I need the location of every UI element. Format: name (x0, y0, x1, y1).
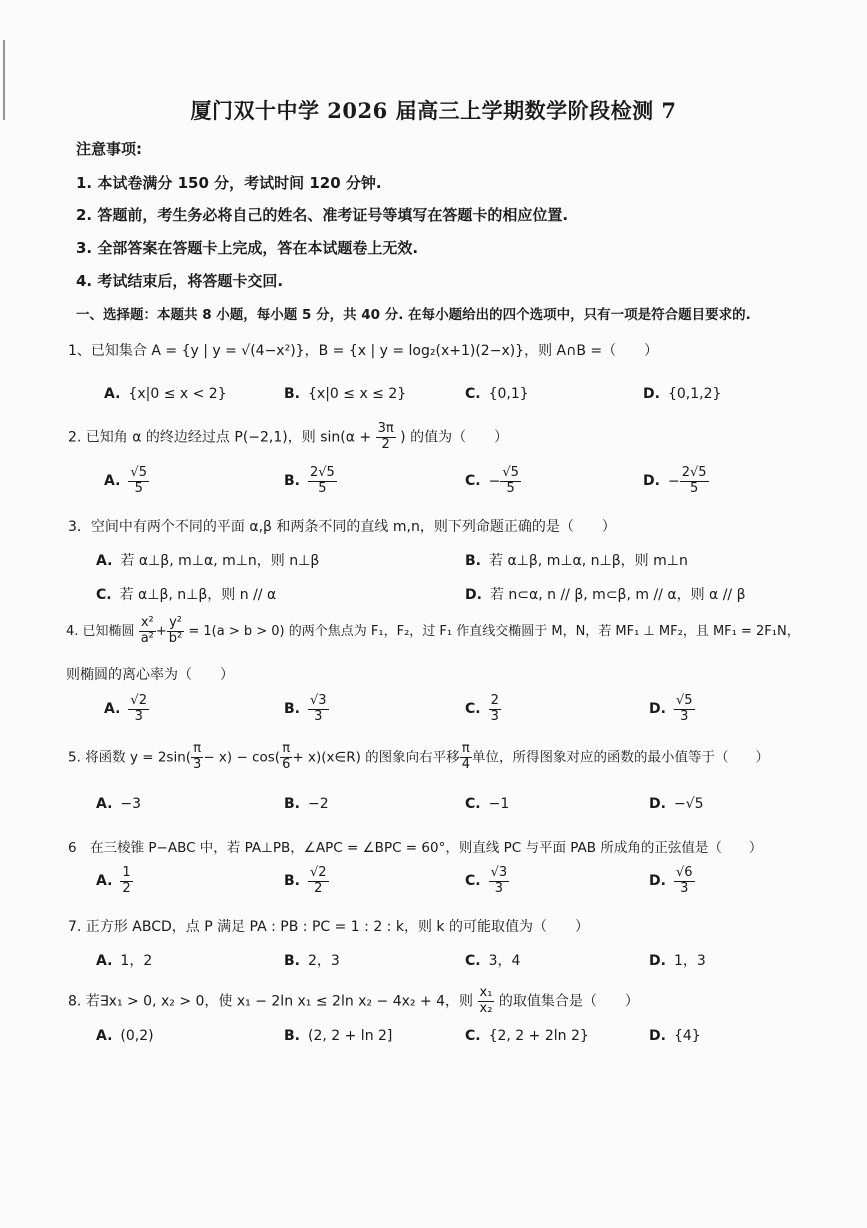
q4-option-a: A. $\frac{√2}{3}$ (104, 693, 147, 724)
q2-option-c: C. − $\frac{√5}{5}$ (465, 465, 519, 496)
q1-option-a: A. {x|0 ≤ x < 2} (104, 386, 227, 402)
question-2-stem: 2. 已知角 α 的终边经过点 P(−2,1)，则 sin(α + $\frac{3\pi}{2}$ ) 的值为（ ） (68, 421, 509, 452)
question-8-stem: 8. 若∃x₁ > 0, x₂ > 0，使 x₁ − 2ln x₁ ≤ 2ln x₂ − 4x₂ + 4，则 $\frac{\text{x₁}}{\text{x₂}}$ 的取值集合是（ ） (68, 985, 639, 1016)
q8-option-b: B. (2, 2 + ln 2] (284, 1028, 393, 1044)
q8-option-d: D. {4} (649, 1028, 701, 1044)
exam-title: 厦门双十中学 2026 届高三上学期数学阶段检测 7 (190, 98, 677, 123)
q3-option-c: C. 若 α⊥β, n⊥β，则 n // α (96, 587, 277, 603)
q1-option-b: B. {x|0 ≤ x ≤ 2} (284, 386, 407, 402)
q1-option-d: D. {0,1,2} (643, 386, 722, 402)
q2-option-a: A. $\frac{√5}{5}$ (104, 465, 147, 496)
question-6-stem: 6 在三棱锥 P−ABC 中，若 PA⊥PB，∠APC = ∠BPC = 60°，则直线 PC 与平面 PAB 所成角的正弦值是（ ） (68, 840, 763, 856)
q7-option-d: D. 1，3 (649, 953, 706, 969)
notice-item: 4. 考试结束后，将答题卡交回. (76, 272, 284, 290)
q6-option-b: B. $\frac{√2}{2}$ (284, 865, 327, 896)
q7-option-a: A. 1，2 (96, 953, 153, 969)
notice-heading: 注意事项: (76, 140, 142, 158)
q4-option-d: D. $\frac{√5}{3}$ (649, 693, 693, 724)
question-4-stem: 4. 已知椭圆 $\frac{\text{x²}}{\text{a²}}$ + $\frac{\text{y²}}{\text{b²}}$ = 1(a > b > 0) 的两个焦点为 F₁，F₂，过 F₁ 作直线交椭圆于 M，N，若 MF₁ ⊥ MF₂，且 MF₁ = 2F₁N， (66, 615, 800, 646)
q7-option-c: C. 3，4 (465, 953, 521, 969)
notice-item: 3. 全部答案在答题卡上完成，答在本试题卷上无效. (76, 239, 419, 257)
question-1-stem: 1、已知集合 A = {y | y = √(4−x²)}，B = {x | y = log₂(x+1)(2−x)}，则 A∩B =（ ） (68, 343, 659, 359)
q5-option-a: A. −3 (96, 796, 142, 812)
q6-option-a: A. $\frac{1}{2}$ (96, 865, 131, 896)
q6-option-d: D. $\frac{√6}{3}$ (649, 865, 693, 896)
question-3-stem: 3．空间中有两个不同的平面 α,β 和两条不同的直线 m,n，则下列命题正确的是（ ） (68, 519, 616, 535)
question-7-stem: 7. 正方形 ABCD，点 P 满足 PA : PB : PC = 1 : 2 : k，则 k 的可能取值为（ ） (68, 919, 589, 935)
notice-item: 2. 答题前，考生务必将自己的姓名、准考证号等填写在答题卡的相应位置. (76, 206, 569, 224)
q6-option-c: C. $\frac{√3}{3}$ (465, 865, 508, 896)
q4-option-b: B. $\frac{√3}{3}$ (284, 693, 327, 724)
q4-option-c: C. $\frac{2}{3}$ (465, 693, 499, 724)
q5-option-b: B. −2 (284, 796, 329, 812)
q5-option-d: D. −√5 (649, 796, 704, 812)
q3-option-d: D. 若 n⊂α, n // β, m⊂β, m // α，则 α // β (465, 587, 746, 603)
q7-option-b: B. 2，3 (284, 953, 340, 969)
q3-option-b: B. 若 α⊥β, m⊥α, n⊥β，则 m⊥n (465, 553, 688, 569)
q2-option-d: D. − $\frac{2√5}{5}$ (643, 465, 707, 496)
section-heading: 一、选择题：本题共 8 小题，每小题 5 分，共 40 分. 在每小题给出的四个选项中，只有一项是符合题目要求的. (76, 307, 751, 323)
q2-stem-fraction: $\frac{3\pi}{2}$ (377, 421, 394, 452)
q2-option-b: B. $\frac{2√5}{5}$ (284, 465, 335, 496)
q3-option-a: A. 若 α⊥β, m⊥α, m⊥n，则 n⊥β (96, 553, 320, 569)
question-5-stem: 5. 将函数 y = 2sin( $\frac{\pi}{3}$ − x) − cos( $\frac{\pi}{6}$ + x)(x∈R) 的图象向右平移 $\frac{\pi}{4}$ 单位，所得图象对应的函数的最小值等于（ ） (68, 741, 769, 772)
q8-option-c: C. {2, 2 + 2ln 2} (465, 1028, 589, 1044)
q5-option-c: C. −1 (465, 796, 510, 812)
q8-option-a: A. (0,2) (96, 1028, 154, 1044)
notice-item: 1. 本试卷满分 150 分，考试时间 120 分钟. (76, 174, 382, 192)
q1-option-c: C. {0,1} (465, 386, 529, 402)
question-4-stem-line2: 则椭圆的离心率为（ ） (66, 667, 234, 683)
